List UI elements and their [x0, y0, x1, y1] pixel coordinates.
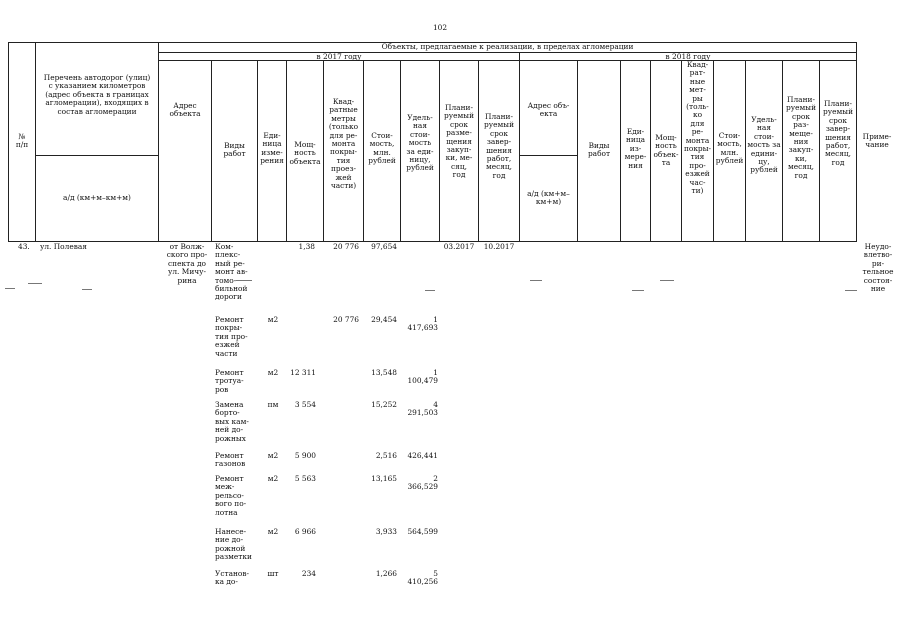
header-address: Адрес объекта: [169, 101, 201, 119]
header-work-2018: Виды работ: [587, 141, 611, 159]
subrow-unit-cost: 564,599: [407, 527, 438, 536]
header-seg-2018: а/д (км+м– км+м): [527, 189, 570, 207]
subrow-unit-cost: 2 366,529: [407, 474, 438, 492]
header-num: № п/п: [15, 132, 29, 150]
subrow-unit: м2: [267, 474, 279, 483]
subrow-work: Ремонт газонов: [215, 451, 246, 469]
record-capacity: 1,38: [298, 242, 315, 251]
subrow-unit: м2: [267, 368, 279, 377]
header-unit-cost: Удель- ная стои- мость за еди- ницу, рублей: [406, 113, 434, 173]
header-line-bottom: [8, 241, 856, 242]
scan-mark: [632, 290, 644, 291]
subrow-unit-cost: 1 100,479: [407, 368, 438, 386]
subrow-cost: 2,516: [375, 451, 397, 460]
subrow-capacity: 3 554: [294, 400, 316, 409]
subrow-work: Ремонт тротуа- ров: [215, 368, 244, 394]
header-plan-proc: Плани- руемый срок разме- щения закуп- ки, ме- сяц, год: [443, 103, 474, 180]
record-note: Неудо- влетво- ри- тельное состоя- ние: [862, 242, 894, 294]
record-cost: 97,654: [371, 242, 397, 251]
subrow-unit: шт: [267, 569, 279, 578]
subrow-cost: 13,548: [371, 368, 397, 377]
subrow-capacity: 6 966: [294, 527, 316, 536]
col-line-1: [35, 42, 36, 242]
record-proc: 03.2017: [443, 242, 475, 251]
record-segment: от Волж- ского про- спекта до ул. Мичу- рина: [166, 242, 208, 285]
subrow-unit: пм: [267, 400, 279, 409]
header-unit-2018: Еди- ница из- мере- ния: [624, 127, 647, 170]
header-sqm: Квад- ратные метры (только для ре- монта покры- тия проез- жей части): [328, 97, 359, 191]
page-number: 102: [432, 23, 448, 32]
scan-mark: [82, 289, 92, 290]
header-year-2018: в 2018 году: [665, 52, 711, 61]
header-year-2017: в 2017 году: [316, 52, 362, 61]
record-work: Ком- плекс- ный ре- монт ав- томо- бильной дороги: [215, 242, 248, 302]
subrow-sqm: 20 776: [333, 315, 359, 324]
scan-mark: [530, 280, 542, 281]
header-unit: Еди- ница изме- рения: [260, 131, 284, 166]
subrow-cost: 13,165: [371, 474, 397, 483]
scan-mark: [5, 288, 15, 289]
subrow-work: Ремонт меж- рельсо- вого по- лотна: [215, 474, 247, 517]
scan-mark: [845, 290, 857, 291]
scan-mark: [660, 280, 674, 281]
subrow-unit-cost: 4 291,503: [407, 400, 438, 418]
header-plan-done: Плани- руемый срок завер- шения работ, месяц, год: [483, 112, 514, 180]
header-ucost-2018: Удель- ная стои- мость за едини- цу, рублей: [747, 115, 781, 175]
scan-mark: [236, 280, 252, 281]
header-note: Приме- чание: [862, 132, 892, 150]
subrow-unit-cost: 426,441: [407, 451, 438, 460]
subrow-capacity: 12 311: [290, 368, 316, 377]
header-cap-2018: Мощ- ность объек- та: [653, 133, 679, 168]
record-sqm: 20 776: [333, 242, 359, 251]
header-proc-2018: Плани- руемый срок раз- меще- ния закуп- ки, месяц, год: [785, 95, 816, 180]
record-road: ул. Полевая: [40, 242, 87, 251]
subrow-capacity: 5 563: [294, 474, 316, 483]
header-addr-2018: Адрес объ- екта: [527, 101, 570, 119]
subrow-cost: 3,933: [375, 527, 397, 536]
header-work-types: Виды работ: [223, 141, 246, 159]
subrow-work: Нанесе- ние до- рожной разметки: [215, 527, 252, 562]
record-num: 43.: [18, 242, 30, 251]
header-objects-title: Объекты, предлагаемые к реализации, в пределах агломерации: [381, 42, 634, 51]
header-done-2018: Плани- руемый срок завер- шения работ, месяц, год: [822, 99, 853, 167]
subrow-cost: 15,252: [371, 400, 397, 409]
header-cost: Стои- мость, млн. рублей: [368, 131, 396, 166]
scan-mark: [28, 283, 42, 284]
col-line-11: [519, 52, 520, 242]
record-done: 10.2017: [483, 242, 515, 251]
subrow-cost: 1,266: [375, 569, 397, 578]
header-road-list: Перечень автодорог (улиц) с указанием километров (адрес объекта в границах агломерации), входящих в состав агломерации: [43, 73, 151, 116]
header-capacity: Мощ- ность объекта: [289, 140, 321, 166]
subrow-cost: 29,454: [371, 315, 397, 324]
scan-mark: [425, 290, 435, 291]
subrow-work: Ремонт покры- тия про- езжей части: [215, 315, 248, 358]
header-sqm-2018: Квад- рат- ные мет- ры (толь- ко для ре- монта покры- тия про- езжей час- ти): [683, 60, 712, 196]
header-cost-2018: Стои- мость, млн. рублей: [715, 131, 744, 166]
subrow-unit: м2: [267, 315, 279, 324]
subrow-capacity: 234: [301, 569, 316, 578]
col-line-2: [158, 42, 159, 242]
header-road-segment: а/д (км+м–км+м): [63, 193, 131, 202]
subrow-work: Установ- ка до-: [215, 569, 250, 587]
subrow-unit-cost: 1 417,693: [407, 315, 438, 333]
subrow-unit: м2: [267, 527, 279, 536]
header-line-addr-split: [519, 155, 577, 156]
subrow-capacity: 5 900: [294, 451, 316, 460]
subrow-work: Замена борто- вых кам- ней до- рожных: [215, 400, 249, 443]
subrow-unit: м2: [267, 451, 279, 460]
header-line-road-split: [35, 155, 158, 156]
subrow-unit-cost: 5 410,256: [407, 569, 438, 587]
